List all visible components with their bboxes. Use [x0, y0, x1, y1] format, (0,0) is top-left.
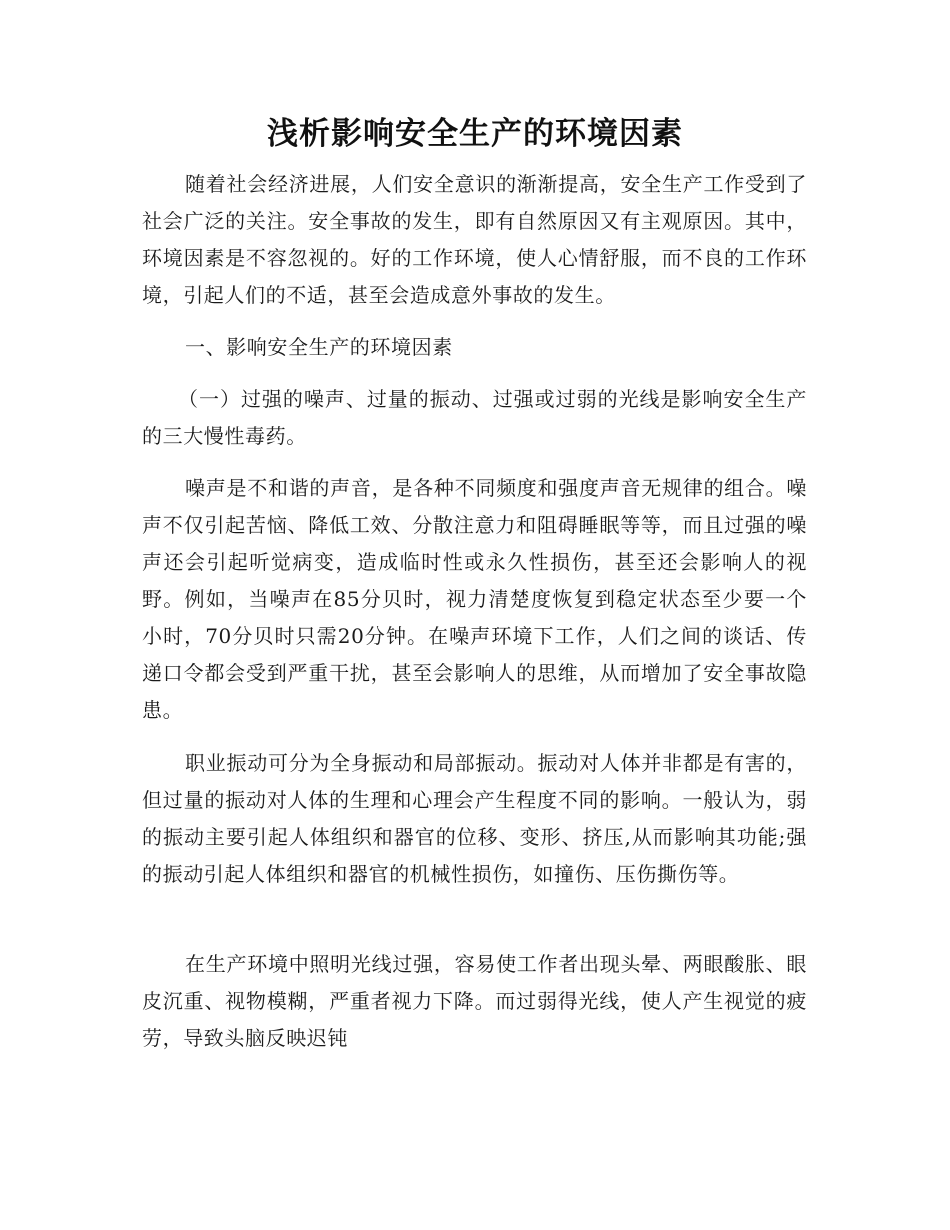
section-heading: 一、影响安全生产的环境因素 [185, 335, 453, 359]
document-title: 浅析影响安全生产的环境因素 [267, 116, 683, 152]
noise-paragraph: 噪声是不和谐的声音，是各种不同频度和强度声音无规律的组合。噪声不仅引起苦恼、降低工效、分散注意力和阻碍睡眠等等，而且过强的噪声还会引起听觉病变，造成临时性或永久性损伤，甚至还会影响人的视野。例如，当噪声在85分贝时，视力清楚度恢复到稳定状态至少要一个小时，70分贝时只需20分钟。在噪声环境下工作，人们之间的谈话、传递口令都会受到严重干扰，甚至会影响人的思维，从而增加了安全事故隐患。 [142, 476, 807, 722]
subsection-paragraph: （一）过强的噪声、过量的振动、过强或过弱的光线是影响安全生产的三大慢性毒药。 [142, 387, 807, 448]
lighting-paragraph: 在生产环境中照明光线过强，容易使工作者出现头晕、两眼酸胀、眼皮沉重、视物模糊，严重者视力下降。而过弱得光线，使人产生视觉的疲劳，导致头脑反映迟钝 [142, 952, 807, 1050]
vibration-paragraph: 职业振动可分为全身振动和局部振动。振动对人体并非都是有害的，但过量的振动对人体的生理和心理会产生程度不同的影响。一般认为，弱的振动主要引起人体组织和器官的位移、变形、挤压,从而影响其功能;强的振动引起人体组织和器官的机械性损伤，如撞伤、压伤撕伤等。 [142, 751, 807, 886]
intro-paragraph: 随着社会经济进展，人们安全意识的渐渐提高，安全生产工作受到了社会广泛的关注。安全事故的发生，即有自然原因又有主观原因。其中，环境因素是不容忽视的。好的工作环境，使人心情舒服，而不良的工作环境，引起人们的不适，甚至会造成意外事故的发生。 [142, 172, 807, 307]
